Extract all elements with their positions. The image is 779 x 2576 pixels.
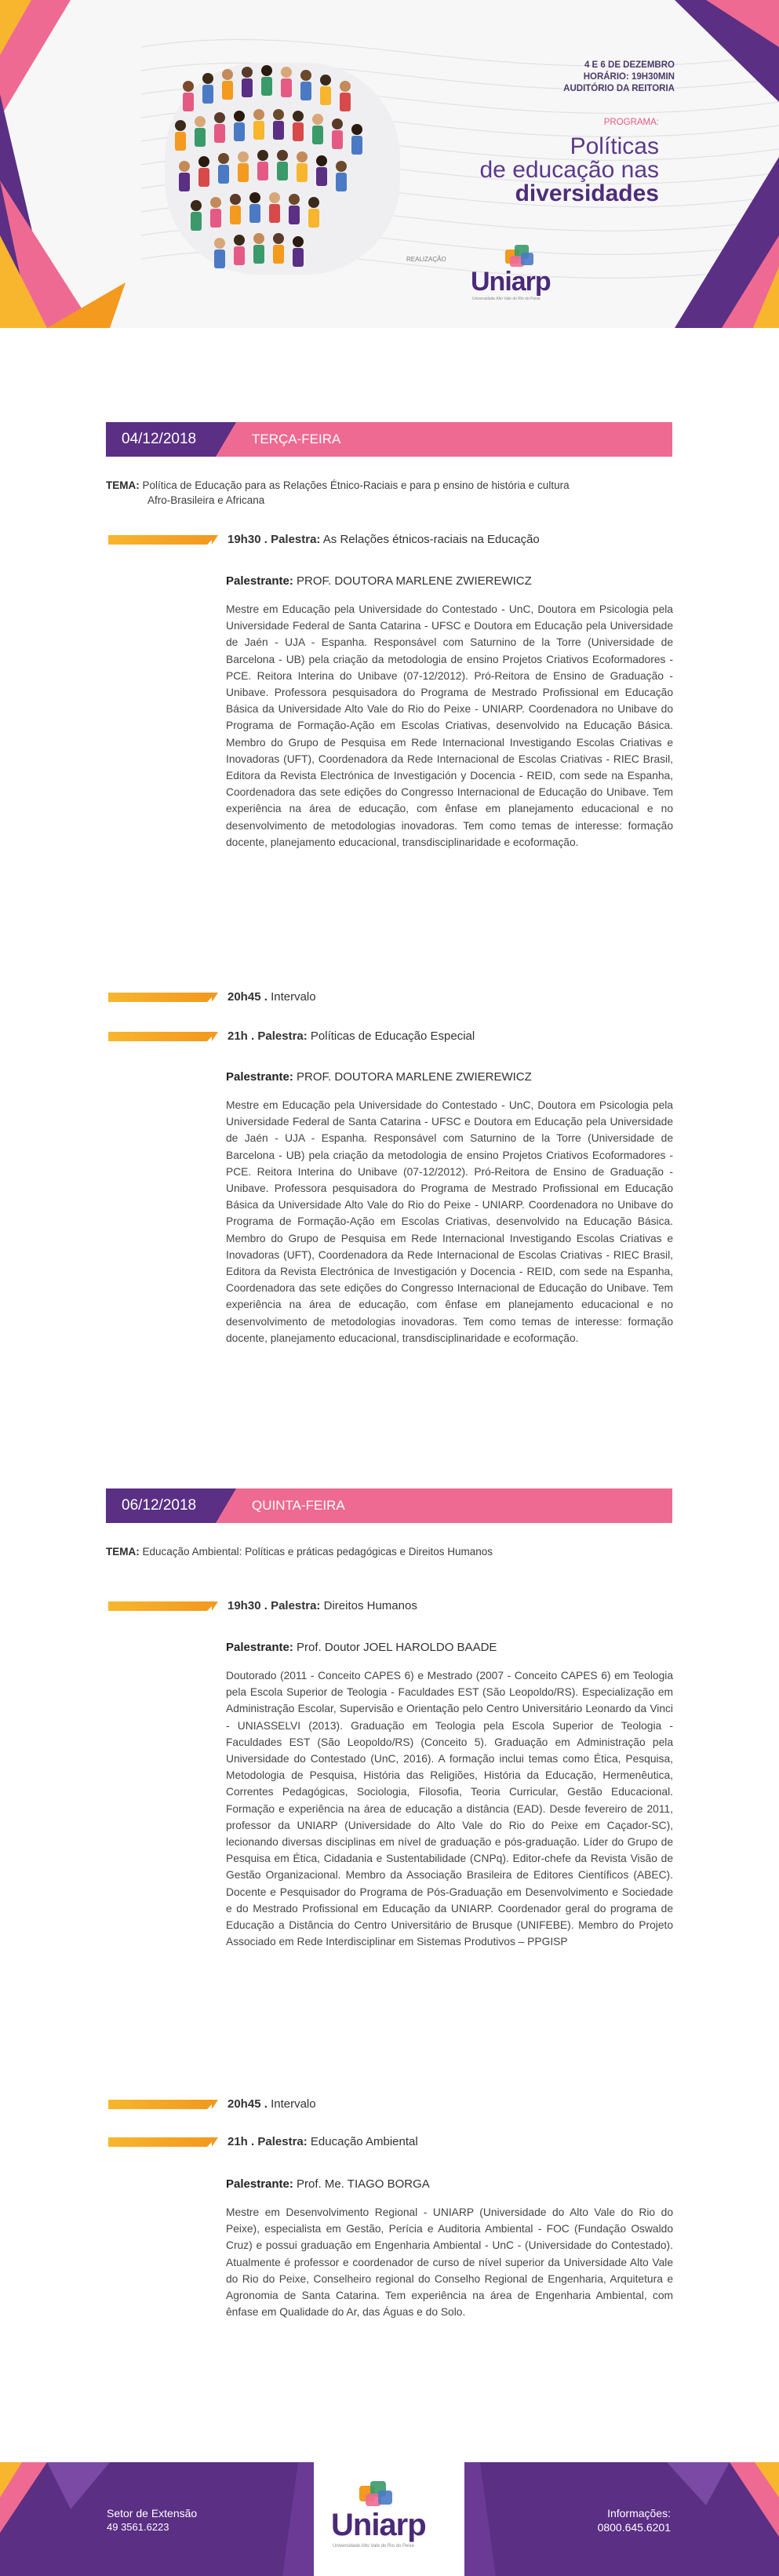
footer-logo-text: Uniarp	[331, 2508, 426, 2542]
speaker-name: PROF. DOUTORA MARLENE ZWIEREWICZ	[297, 574, 532, 588]
program-title	[392, 135, 659, 206]
info-contact	[598, 2506, 671, 2534]
tema-1	[106, 478, 677, 508]
session-label	[228, 531, 540, 548]
speaker-bio: Mestre em Educação pela Universidade do Contestado - UnC, Doutora em Psicologia pela Universidade Federal de Santa Catarina - UFSC e Doutora em Educação pela Universidade de Jaén - UJA - Espanha. Responsável com Saturnino de la Torre (Universidade de Barcelona - UB) pela criação da metodologia de ensino Projetos Criativos Ecoformadores - PCE. Reitora Interina do Unibave (07-12/2012). Pró-Reitora de Ensino de Graduação - Unibave. Professora pesquisadora do Programa de Mestrado Profissional em Educação Básica da Universidade Alto Vale do Rio do Peixe - UNIARP. Coordenadora no Unibave do Programa de Formação-Ação em Escolas Criativas, desenvolvido na Educação Básica. Membro do Grupo de Pesquisa em Rede Internacional Investigando Escolas Criativas e Inovadoras (UFT), Coordenadora da Rede Internacional de Escolas Criativas - RIEC Brasil, Editora da Revista Electrónica de Investigación y Docencia - REID, com sede na Espanha, Coordenadora das sete edições do Congresso Internacional de Educação do Unibave. Tem experiência na área de educação, com ênfase em planejamento educacional e no desenvolvimento de metodologias inovadoras. Tem como temas de interesse: formação docente, planejamento educacional, transdisciplinaridade e ecoformação.	[226, 1099, 673, 1344]
tema-label: TEMA:	[106, 479, 140, 491]
session-kind: Palestra:	[271, 1599, 321, 1612]
speaker-name: Prof. Doutor JOEL HAROLDO BAADE	[297, 1641, 497, 1654]
session-row	[108, 989, 689, 1006]
session-kind: Palestra:	[271, 533, 321, 546]
session-topic: Direitos Humanos	[323, 1599, 417, 1612]
session-time: 20h45	[228, 990, 261, 1004]
day-date: 04/12/2018	[106, 422, 216, 457]
session-label	[228, 2096, 316, 2113]
day-bar-wedge	[216, 422, 236, 457]
session-kind: Intervalo	[271, 2097, 316, 2111]
footer-logo-mark	[355, 2479, 402, 2511]
session-stripe	[108, 1032, 207, 1041]
tema-label: TEMA:	[106, 1546, 140, 1558]
info-label: Informações:	[607, 2507, 671, 2520]
session-row	[108, 2096, 689, 2113]
session-row	[108, 531, 689, 548]
session-kind: Palestra:	[257, 1029, 308, 1043]
extension-label: Setor de Extensão	[107, 2507, 198, 2520]
speaker-name-line	[226, 1069, 673, 1086]
event-info	[439, 60, 675, 95]
session-sep: .	[264, 2097, 268, 2111]
session-row	[108, 1028, 689, 1045]
session-topic: As Relações étnicos-raciais na Educação	[322, 533, 540, 546]
day-bar-1	[106, 422, 672, 457]
speaker-name-line	[226, 2176, 673, 2193]
session-topic: Políticas de Educação Especial	[310, 1029, 475, 1043]
speaker-block	[226, 2176, 673, 2320]
session-row	[108, 2133, 689, 2151]
speaker-label: Palestrante:	[226, 1070, 293, 1084]
speaker-label: Palestrante:	[226, 2177, 293, 2191]
footer	[0, 2462, 779, 2576]
session-time: 21h	[228, 1029, 248, 1043]
session-sep: .	[251, 1029, 255, 1043]
program-title-line3: diversidades	[515, 180, 659, 206]
session-label	[228, 1598, 417, 1615]
session-row	[108, 1598, 689, 1615]
session-kind: Intervalo	[271, 990, 316, 1004]
session-chevron	[212, 993, 218, 1002]
tema-2	[106, 1544, 677, 1559]
session-sep: .	[264, 990, 268, 1004]
session-label	[228, 989, 316, 1006]
session-label	[228, 1028, 475, 1045]
session-stripe	[108, 535, 207, 545]
session-kind: Palestra:	[257, 2135, 308, 2148]
footer-logo	[314, 2462, 464, 2576]
session-stripe	[108, 2100, 207, 2109]
day-bar-2	[106, 1488, 672, 1523]
event-dates: 4 E 6 DE DEZEMBRO	[584, 60, 675, 70]
speaker-label: Palestrante:	[226, 574, 293, 588]
speaker-block	[226, 1639, 673, 1950]
footer-logo-tagline: Universidade Alto Vale do Rio do Peixe	[333, 2544, 414, 2549]
session-stripe	[108, 2137, 207, 2147]
day-bar-wedge	[216, 1488, 236, 1523]
session-chevron	[212, 2100, 218, 2109]
header-logo-text: Uniarp	[471, 267, 551, 297]
speaker-name: PROF. DOUTORA MARLENE ZWIEREWICZ	[297, 1070, 532, 1084]
banner-decoration	[0, 0, 779, 328]
session-sep: .	[251, 2135, 255, 2148]
session-chevron	[212, 1601, 218, 1611]
tema-text: Política de Educação para as Relações Étnico-Raciais e para p ensino de história e cultura	[142, 479, 570, 491]
event-time: HORÁRIO: 19H30MIN	[583, 72, 675, 82]
session-stripe	[108, 993, 207, 1002]
extension-phone: 49 3561.6223	[107, 2521, 169, 2533]
speaker-block	[226, 1069, 673, 1346]
session-time: 19h30	[228, 1599, 261, 1612]
session-chevron	[212, 2137, 218, 2147]
header-logo-tagline: Universidade Alto Vale do Rio do Peixe	[472, 297, 541, 301]
speaker-label: Palestrante:	[226, 1641, 293, 1654]
tema-text-line2: Afro-Brasileira e Africana	[147, 494, 265, 506]
tema-text: Educação Ambiental: Políticas e práticas pedagógicas e Direitos Humanos	[142, 1546, 493, 1558]
info-phone: 0800.645.6201	[597, 2521, 671, 2534]
speaker-bio: Mestre em Educação pela Universidade do Contestado - UnC, Doutora em Psicologia pela Universidade Federal de Santa Catarina - UFSC e Doutora em Educação pela Universidade de Jaén - UJA - Espanha. Responsável com Saturnino de la Torre (Universidade de Barcelona - UB) pela criação da metodologia de ensino Projetos Criativos Ecoformadores - PCE. Reitora Interina do Unibave (07-12/2012). Pró-Reitora de Ensino de Graduação - Unibave. Professora pesquisadora do Programa de Mestrado Profissional em Educação Básica da Universidade Alto Vale do Rio do Peixe - UNIARP. Coordenadora no Unibave do Programa de Formação-Ação em Escolas Criativas, desenvolvido na Educação Básica. Membro do Grupo de Pesquisa em Rede Internacional Investigando Escolas Criativas e Inovadoras (UFT), Coordenadora da Rede Internacional de Escolas Criativas - RIEC Brasil, Editora da Revista Electrónica de Investigación y Docencia - REID, com sede na Espanha, Coordenadora das sete edições do Congresso Internacional de Educação do Unibave. Tem experiência na área de educação, com ênfase em planejamento educacional e no desenvolvimento de metodologias inovadoras. Tem como temas de interesse: formação docente, planejamento educacional, transdisciplinaridade e ecoformação.	[226, 603, 673, 848]
session-time: 21h	[228, 2135, 248, 2148]
session-sep: .	[264, 533, 268, 546]
speaker-block	[226, 573, 673, 851]
day-weekday: QUINTA-FEIRA	[216, 1488, 672, 1523]
session-chevron	[212, 1032, 218, 1041]
event-venue: AUDITÓRIO DA REITORIA	[563, 84, 675, 93]
session-label	[228, 2133, 418, 2151]
crowd-illustration	[165, 63, 400, 275]
speaker-name-line	[226, 573, 673, 590]
day-date: 06/12/2018	[106, 1488, 216, 1523]
session-topic: Educação Ambiental	[310, 2135, 418, 2148]
speaker-bio: Mestre em Desenvolvimento Regional - UNIARP (Universidade do Alto Vale do Rio do Peixe), especialista em Gestão, Perícia e Auditoria Ambiental - FOC (Fundação Oswaldo Cruz) e possui graduação em Engenharia Ambiental - UnC - (Universidade do Contestado). Atualmente é professor e coordenador de curso de nível superior da Universidade Alto Vale do Rio do Peixe, Conselheiro regional do Conselho Regional de Engenharia, Arquitetura e Agronomia de Santa Catarina. Tem experiência na área de Engenharia Ambiental, com ênfase em Qualidade do Ar, das Águas e do Solo.	[226, 2206, 673, 2319]
extension-contact	[107, 2506, 197, 2534]
speaker-name-line	[226, 1639, 673, 1656]
header-banner	[0, 0, 779, 328]
day-weekday: TERÇA-FEIRA	[216, 422, 672, 457]
speaker-bio: Doutorado (2011 - Conceito CAPES 6) e Mestrado (2007 - Conceito CAPES 6) em Teologia pela Escola Superior de Teologia - Faculdades EST (São Leopoldo/RS). Especialização em Administração Escolar, Supervisão e Orientação pelo Centro Universitário Leonardo da Vinci - UNIASSELVI (2013). Graduação em Teologia pela Escola Superior de Teologia - Faculdades EST (São Leopoldo/RS) (Conceito 5). Graduação em Administração pela Universidade do Contestado (UnC, 2016). A formação inclui temas como Ética, Pesquisa, Metodologia de Pesquisa, História das Religiões, História da Educação, Hermenêutica, Correntes Pedagógicas, Sociologia, Filosofia, Teoria Curricular, Gestão Educacional. Formação e experiência na área de educação a distância (EAD). Desde fevereiro de 2011, professor da UNIARP (Universidade do Alto Vale do Rio do Peixe em Caçador-SC), lecionando diversas disciplinas em nível de graduação e pós-graduação. Líder do Grupo de Pesquisa em Ética, Cidadania e Sustentabilidade (CNPq). Editor-chefe da Revista Visão de Gestão Organizacional. Membro da Associação Brasileira de Editores Científicos (ABEC). Docente e Pesquisador do Programa de Pós-Graduação em Desenvolvimento e Sociedade e do Mestrado Profissional em Educação da UNIARP. Coordenador geral do programa de Educação a Distância do Centro Universitário de Brusque (UNIFEBE). Membro do Projeto Associado em Rede Interdisciplinar em Sistemas Produtivos – PPGISP	[226, 1670, 673, 1948]
program-title-line1: Políticas	[570, 133, 659, 159]
session-stripe	[108, 1601, 207, 1611]
session-chevron	[212, 535, 218, 545]
program-label: PROGRAMA:	[603, 118, 659, 127]
program-title-line2: de educação nas	[479, 157, 659, 183]
session-sep: .	[264, 1599, 268, 1612]
session-time: 20h45	[228, 2097, 261, 2111]
session-time: 19h30	[228, 533, 261, 546]
header-logo	[471, 250, 573, 303]
realizacao-label: REALIZAÇÃO	[406, 256, 446, 263]
speaker-name: Prof. Me. TIAGO BORGA	[297, 2177, 430, 2191]
